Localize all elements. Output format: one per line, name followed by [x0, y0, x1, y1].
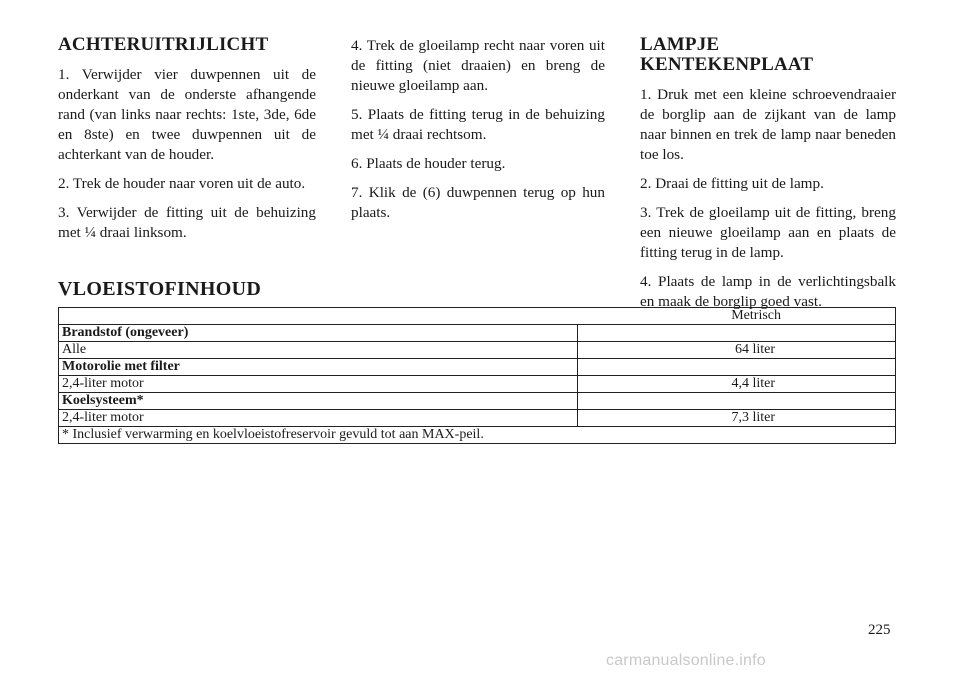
table-cell-value — [578, 359, 896, 376]
table-row — [59, 325, 896, 342]
watermark: carmanualsonline.info — [606, 652, 766, 669]
table-cell-value: 7,3 liter — [578, 410, 896, 427]
table-header-metrisch: Metrisch — [59, 308, 896, 325]
table-row — [59, 393, 896, 410]
column-continued — [351, 36, 605, 232]
table-cell-label: 2,4-liter motor — [59, 410, 578, 427]
heading-vloeistofinhoud: VLOEISTOFINHOUD — [58, 278, 262, 300]
step-paragraph: 1. Druk met een kleine schroevendraaier de borglip aan de zijkant van de lamp naar binnen en trek de lamp naar beneden toe los. — [640, 86, 896, 163]
page-number: 225 — [868, 622, 891, 638]
heading-achteruitrijlicht: ACHTERUITRIJLICHT — [58, 34, 269, 55]
table-cell-value: 64 liter — [578, 342, 896, 359]
table-cell-label: Brandstof (ongeveer) — [59, 325, 578, 342]
step-paragraph: 2. Draai de fitting uit de lamp. — [640, 175, 824, 192]
step-paragraph: 4. Plaats de lamp in de verlichtingsbalk en maak de borglip goed vast. — [640, 273, 896, 310]
column-kentekenplaat — [640, 32, 896, 321]
heading-kentekenplaat: LAMPJE KENTEKENPLAAT — [640, 34, 814, 75]
table-cell-value — [578, 393, 896, 410]
step-paragraph: 1. Verwijder vier duwpennen uit de onderkant van de onderste afhangende rand (van links naar rechts: 1ste, 3de, 6de en 8ste) en twee duwpennen uit de achterkant van de houder. — [58, 66, 316, 163]
table-footnote-row — [59, 427, 896, 444]
table-row — [59, 359, 896, 376]
table-cell-label: Motorolie met filter — [59, 359, 578, 376]
table-header-row — [59, 308, 896, 325]
step-paragraph: 7. Klik de (6) duwpennen terug op hun plaats. — [351, 184, 605, 221]
table-row — [59, 410, 896, 427]
table-cell-label: Alle — [59, 342, 578, 359]
table-cell-value — [578, 325, 896, 342]
table-cell-label: Koelsysteem* — [59, 393, 578, 410]
column-achteruitrijlicht — [58, 32, 316, 252]
table-footnote: * Inclusief verwarming en koelvloeistofreservoir gevuld tot aan MAX-peil. — [59, 427, 896, 444]
step-paragraph: 6. Plaats de houder terug. — [351, 155, 506, 172]
table-cell-value: 4,4 liter — [578, 376, 896, 393]
step-paragraph: 3. Trek de gloeilamp uit de fitting, breng een nieuwe gloeilamp aan en plaats de fitting terug in de lamp. — [640, 204, 896, 261]
step-paragraph: 5. Plaats de fitting terug in de behuizing met ¼ draai rechtsom. — [351, 106, 605, 143]
step-paragraph: 2. Trek de houder naar voren uit de auto. — [58, 175, 306, 192]
step-paragraph: 3. Verwijder de fitting uit de behuizing met ¼ draai linksom. — [58, 204, 316, 241]
table-cell-label: 2,4-liter motor — [59, 376, 578, 393]
table-row — [59, 342, 896, 359]
fluid-capacity-table — [58, 307, 896, 444]
step-paragraph: 4. Trek de gloeilamp recht naar voren uit de fitting (niet draaien) en breng de nieuwe gloeilamp aan. — [351, 37, 605, 94]
table-row — [59, 376, 896, 393]
